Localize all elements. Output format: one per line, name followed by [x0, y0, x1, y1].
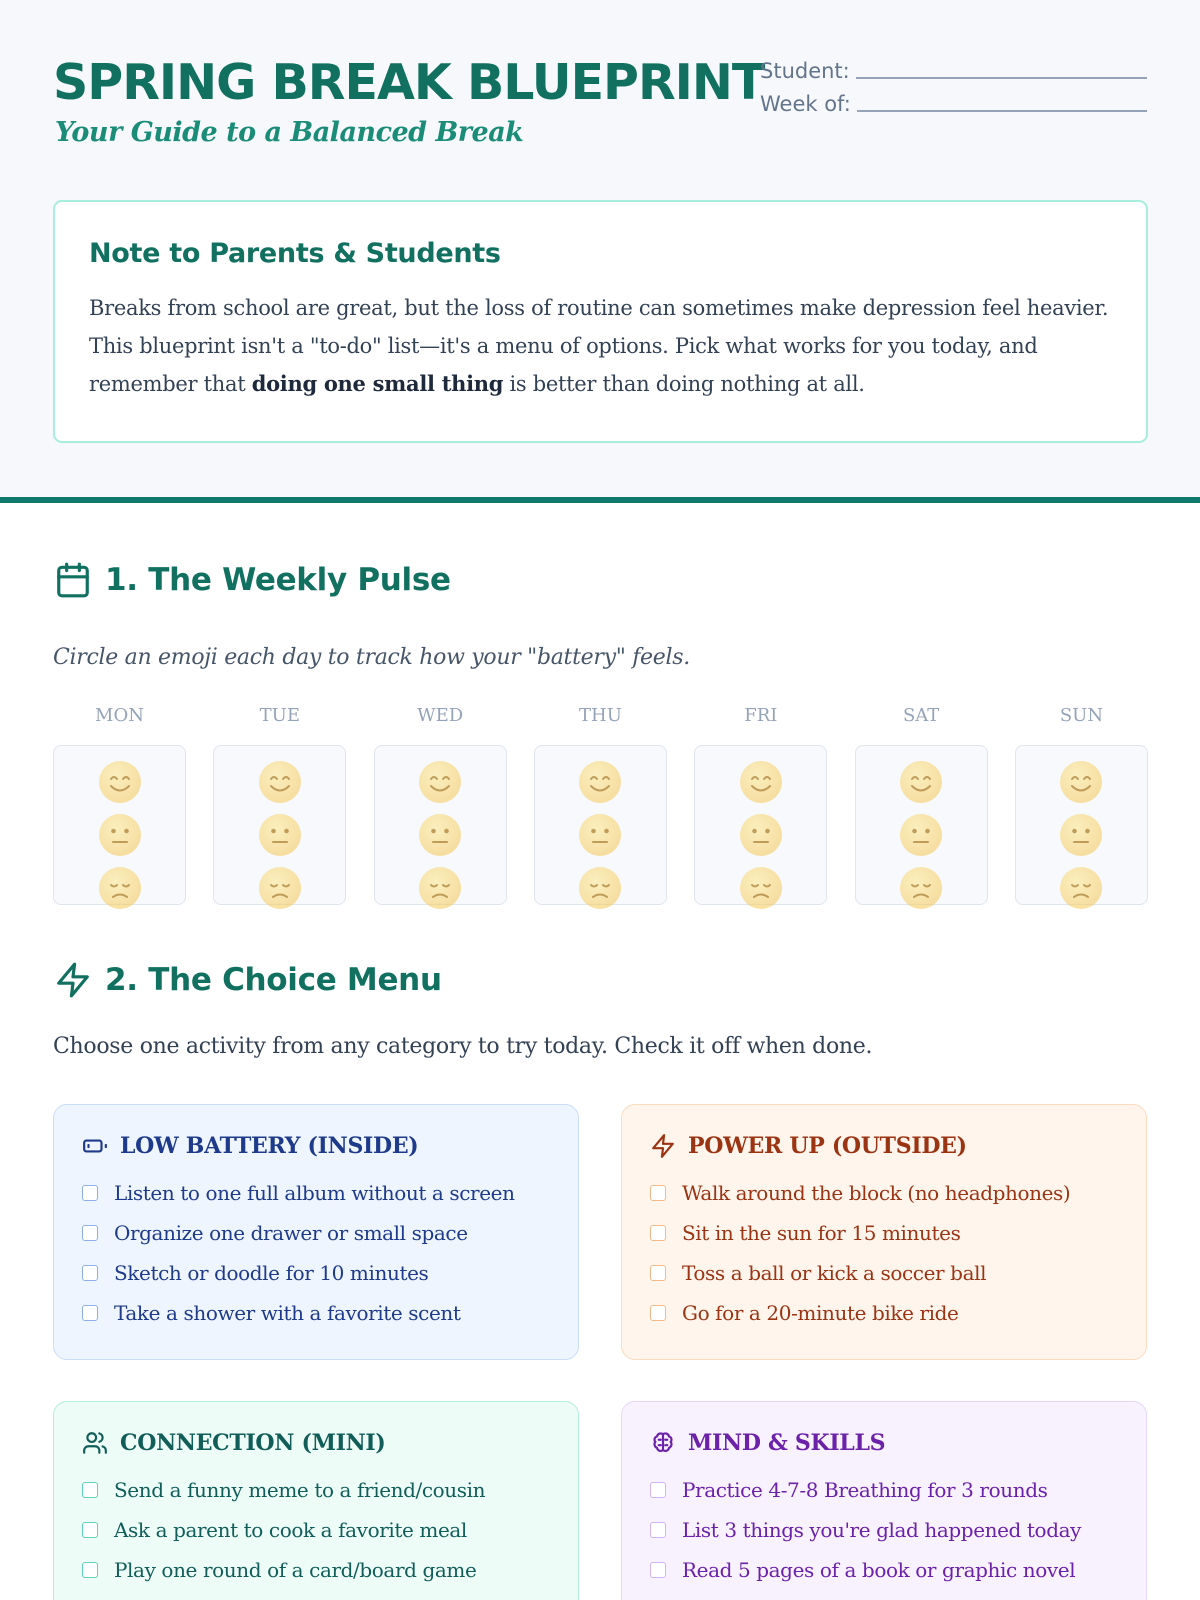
neutral-face-icon[interactable] [739, 813, 783, 866]
sad-face-icon[interactable] [1059, 866, 1103, 919]
checkbox[interactable] [650, 1305, 666, 1321]
activity-item[interactable] [650, 1470, 1118, 1510]
calendar-icon [53, 560, 93, 600]
activity-item[interactable] [650, 1253, 1118, 1293]
activity-label: List 3 things you're glad happened today [682, 1518, 1082, 1542]
activity-item[interactable] [82, 1550, 550, 1590]
activity-item[interactable] [82, 1253, 550, 1293]
sad-face-icon[interactable] [578, 866, 622, 919]
happy-face-icon[interactable] [258, 760, 302, 813]
mood-box [53, 745, 186, 905]
checkbox[interactable] [82, 1562, 98, 1578]
day-label: FRI [744, 705, 778, 726]
checkbox[interactable] [650, 1482, 666, 1498]
activity-label: Organize one drawer or small space [114, 1221, 468, 1245]
activity-label: Play one round of a card/board game [114, 1558, 477, 1582]
checkbox[interactable] [82, 1225, 98, 1241]
checkbox[interactable] [650, 1265, 666, 1281]
day-column-sat [855, 703, 988, 905]
note-body-end: is better than doing nothing at all. [503, 372, 865, 396]
category-card-mind-skills [621, 1401, 1147, 1600]
mood-box [374, 745, 507, 905]
checkbox[interactable] [650, 1522, 666, 1538]
category-title: CONNECTION (MINI) [120, 1430, 386, 1456]
activity-label: Read 5 pages of a book or graphic novel [682, 1558, 1076, 1582]
activity-label: Sit in the sun for 15 minutes [682, 1221, 961, 1245]
choice-menu-header [53, 960, 442, 1000]
category-title: POWER UP (OUTSIDE) [688, 1133, 967, 1159]
choice-menu-title: 2. The Choice Menu [105, 962, 442, 998]
activity-label: Send a funny meme to a friend/cousin [114, 1478, 486, 1502]
weekly-pulse-header [53, 560, 451, 600]
activity-label: Take a shower with a favorite scent [114, 1301, 461, 1325]
note-body-start: Breaks from school are great, but the loss of routine can sometimes make depression feel heavier. This blueprint isn't a "to-do" list—it's a menu of options. Pick what works for you today, and remember that [89, 296, 1109, 396]
note-body [89, 289, 1112, 403]
happy-face-icon[interactable] [418, 760, 462, 813]
week-input-line[interactable] [857, 110, 1147, 112]
activity-label: Listen to one full album without a screen [114, 1181, 515, 1205]
day-column-thu [534, 703, 667, 905]
checkbox[interactable] [82, 1305, 98, 1321]
activity-item[interactable] [82, 1470, 550, 1510]
checkbox[interactable] [650, 1185, 666, 1201]
activity-item[interactable] [650, 1550, 1118, 1590]
activity-label: Toss a ball or kick a soccer ball [682, 1261, 987, 1285]
weekly-pulse-instruction: Circle an emoji each day to track how your "battery" feels. [53, 645, 690, 670]
activity-label: Practice 4-7-8 Breathing for 3 rounds [682, 1478, 1048, 1502]
mood-box [534, 745, 667, 905]
day-label: MON [95, 705, 144, 726]
mood-tracker [53, 703, 1148, 905]
day-column-wed [374, 703, 507, 905]
brain-icon [650, 1430, 676, 1456]
happy-face-icon[interactable] [1059, 760, 1103, 813]
note-heading: Note to Parents & Students [89, 238, 501, 269]
activity-label: Walk around the block (no headphones) [682, 1181, 1071, 1205]
activity-item[interactable] [650, 1173, 1118, 1213]
activity-item[interactable] [82, 1293, 550, 1333]
mood-box [1015, 745, 1148, 905]
day-label: SUN [1059, 705, 1104, 726]
checkbox[interactable] [650, 1562, 666, 1578]
day-label: WED [417, 705, 464, 726]
mood-box [213, 745, 346, 905]
happy-face-icon[interactable] [899, 760, 943, 813]
category-card-power-up [621, 1104, 1147, 1360]
neutral-face-icon[interactable] [418, 813, 462, 866]
day-column-fri [694, 703, 827, 905]
happy-face-icon[interactable] [98, 760, 142, 813]
day-label: SAT [902, 705, 940, 726]
page-subtitle: Your Guide to a Balanced Break [55, 117, 524, 148]
lightning-icon [650, 1133, 676, 1159]
mood-box [694, 745, 827, 905]
people-icon [82, 1430, 108, 1456]
mood-box [855, 745, 988, 905]
lightning-icon [53, 960, 93, 1000]
checkbox[interactable] [82, 1265, 98, 1281]
day-label: TUE [259, 705, 300, 726]
neutral-face-icon[interactable] [899, 813, 943, 866]
checkbox[interactable] [82, 1185, 98, 1201]
activity-item[interactable] [650, 1293, 1118, 1333]
student-label: Student: [760, 59, 850, 83]
category-title: MIND & SKILLS [688, 1430, 886, 1456]
activity-label: Go for a 20-minute bike ride [682, 1301, 959, 1325]
week-field[interactable] [760, 87, 1147, 117]
activity-item[interactable] [650, 1510, 1118, 1550]
student-field[interactable] [760, 54, 1147, 84]
page-title: SPRING BREAK BLUEPRINT [53, 54, 765, 111]
choice-menu-instruction: Choose one activity from any category to try today. Check it off when done. [53, 1034, 873, 1059]
neutral-face-icon[interactable] [258, 813, 302, 866]
neutral-face-icon[interactable] [578, 813, 622, 866]
category-card-connection [53, 1401, 579, 1600]
checkbox[interactable] [82, 1482, 98, 1498]
sad-face-icon[interactable] [739, 866, 783, 919]
activity-label: Ask a parent to cook a favorite meal [114, 1518, 467, 1542]
checkbox[interactable] [650, 1225, 666, 1241]
happy-face-icon[interactable] [578, 760, 622, 813]
battery-icon [82, 1133, 108, 1159]
neutral-face-icon[interactable] [98, 813, 142, 866]
category-card-low-battery [53, 1104, 579, 1360]
checkbox[interactable] [82, 1522, 98, 1538]
sad-face-icon[interactable] [258, 866, 302, 919]
activity-item[interactable] [82, 1213, 550, 1253]
week-label: Week of: [760, 92, 851, 116]
note-body-bold: doing one small thing [251, 371, 504, 396]
header-divider [0, 497, 1200, 503]
note-box [53, 200, 1148, 443]
activity-item[interactable] [82, 1173, 550, 1213]
day-column-sun [1015, 703, 1148, 905]
day-column-tue [213, 703, 346, 905]
neutral-face-icon[interactable] [1059, 813, 1103, 866]
student-input-line[interactable] [856, 77, 1147, 79]
sad-face-icon[interactable] [899, 866, 943, 919]
category-title: LOW BATTERY (INSIDE) [120, 1133, 419, 1159]
sad-face-icon[interactable] [418, 866, 462, 919]
activity-item[interactable] [650, 1213, 1118, 1253]
sad-face-icon[interactable] [98, 866, 142, 919]
activity-item[interactable] [82, 1510, 550, 1550]
weekly-pulse-title: 1. The Weekly Pulse [105, 562, 451, 598]
day-column-mon [53, 703, 186, 905]
day-label: THU [579, 705, 622, 726]
happy-face-icon[interactable] [739, 760, 783, 813]
activity-label: Sketch or doodle for 10 minutes [114, 1261, 429, 1285]
